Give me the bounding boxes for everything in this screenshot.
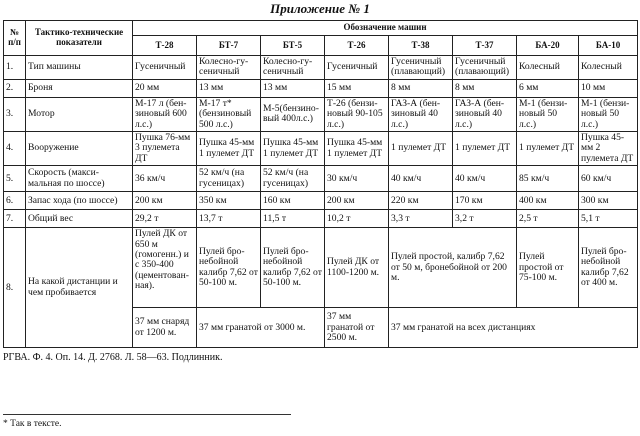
machine-header: Т-28 [133,36,197,56]
table-cell: 11,5 т [261,210,325,228]
table-cell: 85 км/ч [517,166,579,192]
row-label: Тип машины [26,56,133,80]
table-row [4,97,638,131]
table-cell: 170 км [453,192,517,210]
row-label: Мотор [26,97,133,131]
specs-table [3,20,638,348]
row-num: 2. [4,79,26,97]
footnote-divider [3,414,291,415]
table-cell: 15 мм [325,79,389,97]
table-cell: 160 км [261,192,325,210]
row-num: 1. [4,56,26,80]
table-cell: 40 км/ч [389,166,453,192]
table-cell: 52 км/ч (на гусеницах) [197,166,261,192]
machine-header: БТ-7 [197,36,261,56]
table-cell: 13 мм [261,79,325,97]
machine-header: БА-20 [517,36,579,56]
table-cell: 30 км/ч [325,166,389,192]
table-cell: М-1 (бензи-новый 50 л.с.) [579,97,638,131]
table-row [4,210,638,228]
table-cell: 200 км [133,192,197,210]
table-cell: 1 пулемет ДТ [389,132,453,166]
table-cell: 37 мм гранатой от 2500 м. [325,308,389,348]
table-row [4,56,638,80]
table-cell: 1 пулемет ДТ [453,132,517,166]
table-cell: М-17 т* (бензиновый 500 л.с.) [197,97,261,131]
table-cell: 20 мм [133,79,197,97]
machine-header: Т-37 [453,36,517,56]
table-cell: Гусеничный (плавающий) [389,56,453,80]
row-num: 8. [4,228,26,348]
table-row [4,79,638,97]
table-cell: 60 км/ч [579,166,638,192]
table-cell: 13,7 т [197,210,261,228]
table-cell: М-5(бензино-вый 400л.с.) [261,97,325,131]
table-cell: Пулей бро-небойной калибр 7,62 от 50-100 м. [261,228,325,308]
table-cell: Пушка 45-мм 1 пулемет ДТ [261,132,325,166]
table-cell: Пулей простой, калибр 7,62 от 50 м, бронебойной от 200 м. [389,228,517,308]
table-cell: 2,5 т [517,210,579,228]
table-row [4,132,638,166]
table-cell: Колесно-гу-сеничный [261,56,325,80]
row-num: 7. [4,210,26,228]
table-cell: 5,1 т [579,210,638,228]
machine-header: Т-38 [389,36,453,56]
footnote: * Так в тексте. [3,419,62,429]
table-cell: Пушка 76-мм 3 пулемета ДТ [133,132,197,166]
table-cell: 400 км [517,192,579,210]
table-cell: Пулей ДК от 1100-1200 м. [325,228,389,308]
table-cell: ГАЗ-А (бен-зиновый 40 л.с.) [389,97,453,131]
table-cell: Гусеничный (плавающий) [453,56,517,80]
table-cell: М-1 (бензи-новый 50 л.с.) [517,97,579,131]
table-cell: 220 км [389,192,453,210]
row-label: Броня [26,79,133,97]
table-cell: Пулей ДК от 650 м (гомогенн.) и с 350-400 (цементован-ная). [133,228,197,308]
table-cell: 3,2 т [453,210,517,228]
table-cell: 10 мм [579,79,638,97]
table-cell: Гусеничный [133,56,197,80]
table-cell: 37 мм снаряд от 1200 м. [133,308,197,348]
machine-header: БА-10 [579,36,638,56]
table-cell: Гусеничный [325,56,389,80]
table-cell: Пулей бро-небойной калибр 7,62 от 50-100 м. [197,228,261,308]
col-header-params: Тактико-технические показатели [26,21,133,56]
table-cell: 37 мм гранатой на всех дистанциях [389,308,638,348]
table-cell: М-17 л (бен-зиновый 600 л.с.) [133,97,197,131]
machine-header: Т-26 [325,36,389,56]
table-cell: 3,3 т [389,210,453,228]
table-cell: Т-26 (бензи-новый 90-105 л.с.) [325,97,389,131]
row-num: 5. [4,166,26,192]
machine-header: БТ-5 [261,36,325,56]
table-cell: 52 км/ч (на гусеницах) [261,166,325,192]
source-reference: РГВА. Ф. 4. Оп. 14. Д. 2768. Л. 58—63. Подлинник. [3,352,223,363]
table-cell: Пушка 45-мм 1 пулемет ДТ [197,132,261,166]
table-cell: Пулей простой от 75-100 м. [517,228,579,308]
table-cell: 6 мм [517,79,579,97]
row-num: 3. [4,97,26,131]
table-cell: 1 пулемет ДТ [517,132,579,166]
table-cell: 300 км [579,192,638,210]
row-label: Скорость (макси-мальная по шоссе) [26,166,133,192]
table-cell: Колесно-гу-сеничный [197,56,261,80]
col-header-num: № п/п [4,21,26,56]
table-row [4,192,638,210]
table-cell: 29,2 т [133,210,197,228]
table-cell: Колесный [517,56,579,80]
table-row [4,166,638,192]
page-title: Приложение № 1 [270,1,370,16]
table-cell: Пулей бро-небойной калибр 7,62 от 400 м. [579,228,638,308]
table-cell: 10,2 т [325,210,389,228]
table-cell: Пушка 45-мм 2 пулемета ДТ [579,132,638,166]
row-num: 4. [4,132,26,166]
row-label: Общий вес [26,210,133,228]
table-cell: 350 км [197,192,261,210]
table-cell: 37 мм гранатой от 3000 м. [197,308,325,348]
table-cell: 40 км/ч [453,166,517,192]
table-cell: Пушка 45-мм 1 пулемет ДТ [325,132,389,166]
row-label: На какой дистанции и чем пробивается [26,228,133,348]
row-label: Запас хода (по шоссе) [26,192,133,210]
table-cell: 8 мм [389,79,453,97]
table-cell: 200 км [325,192,389,210]
table-cell: ГАЗ-А (бен-зиновый 40 л.с.) [453,97,517,131]
table-cell: 8 мм [453,79,517,97]
table-cell: 36 км/ч [133,166,197,192]
row-label: Вооружение [26,132,133,166]
col-header-group: Обозначение машин [133,21,638,36]
table-cell: Колесный [579,56,638,80]
row-num: 6. [4,192,26,210]
table-cell: 13 мм [197,79,261,97]
